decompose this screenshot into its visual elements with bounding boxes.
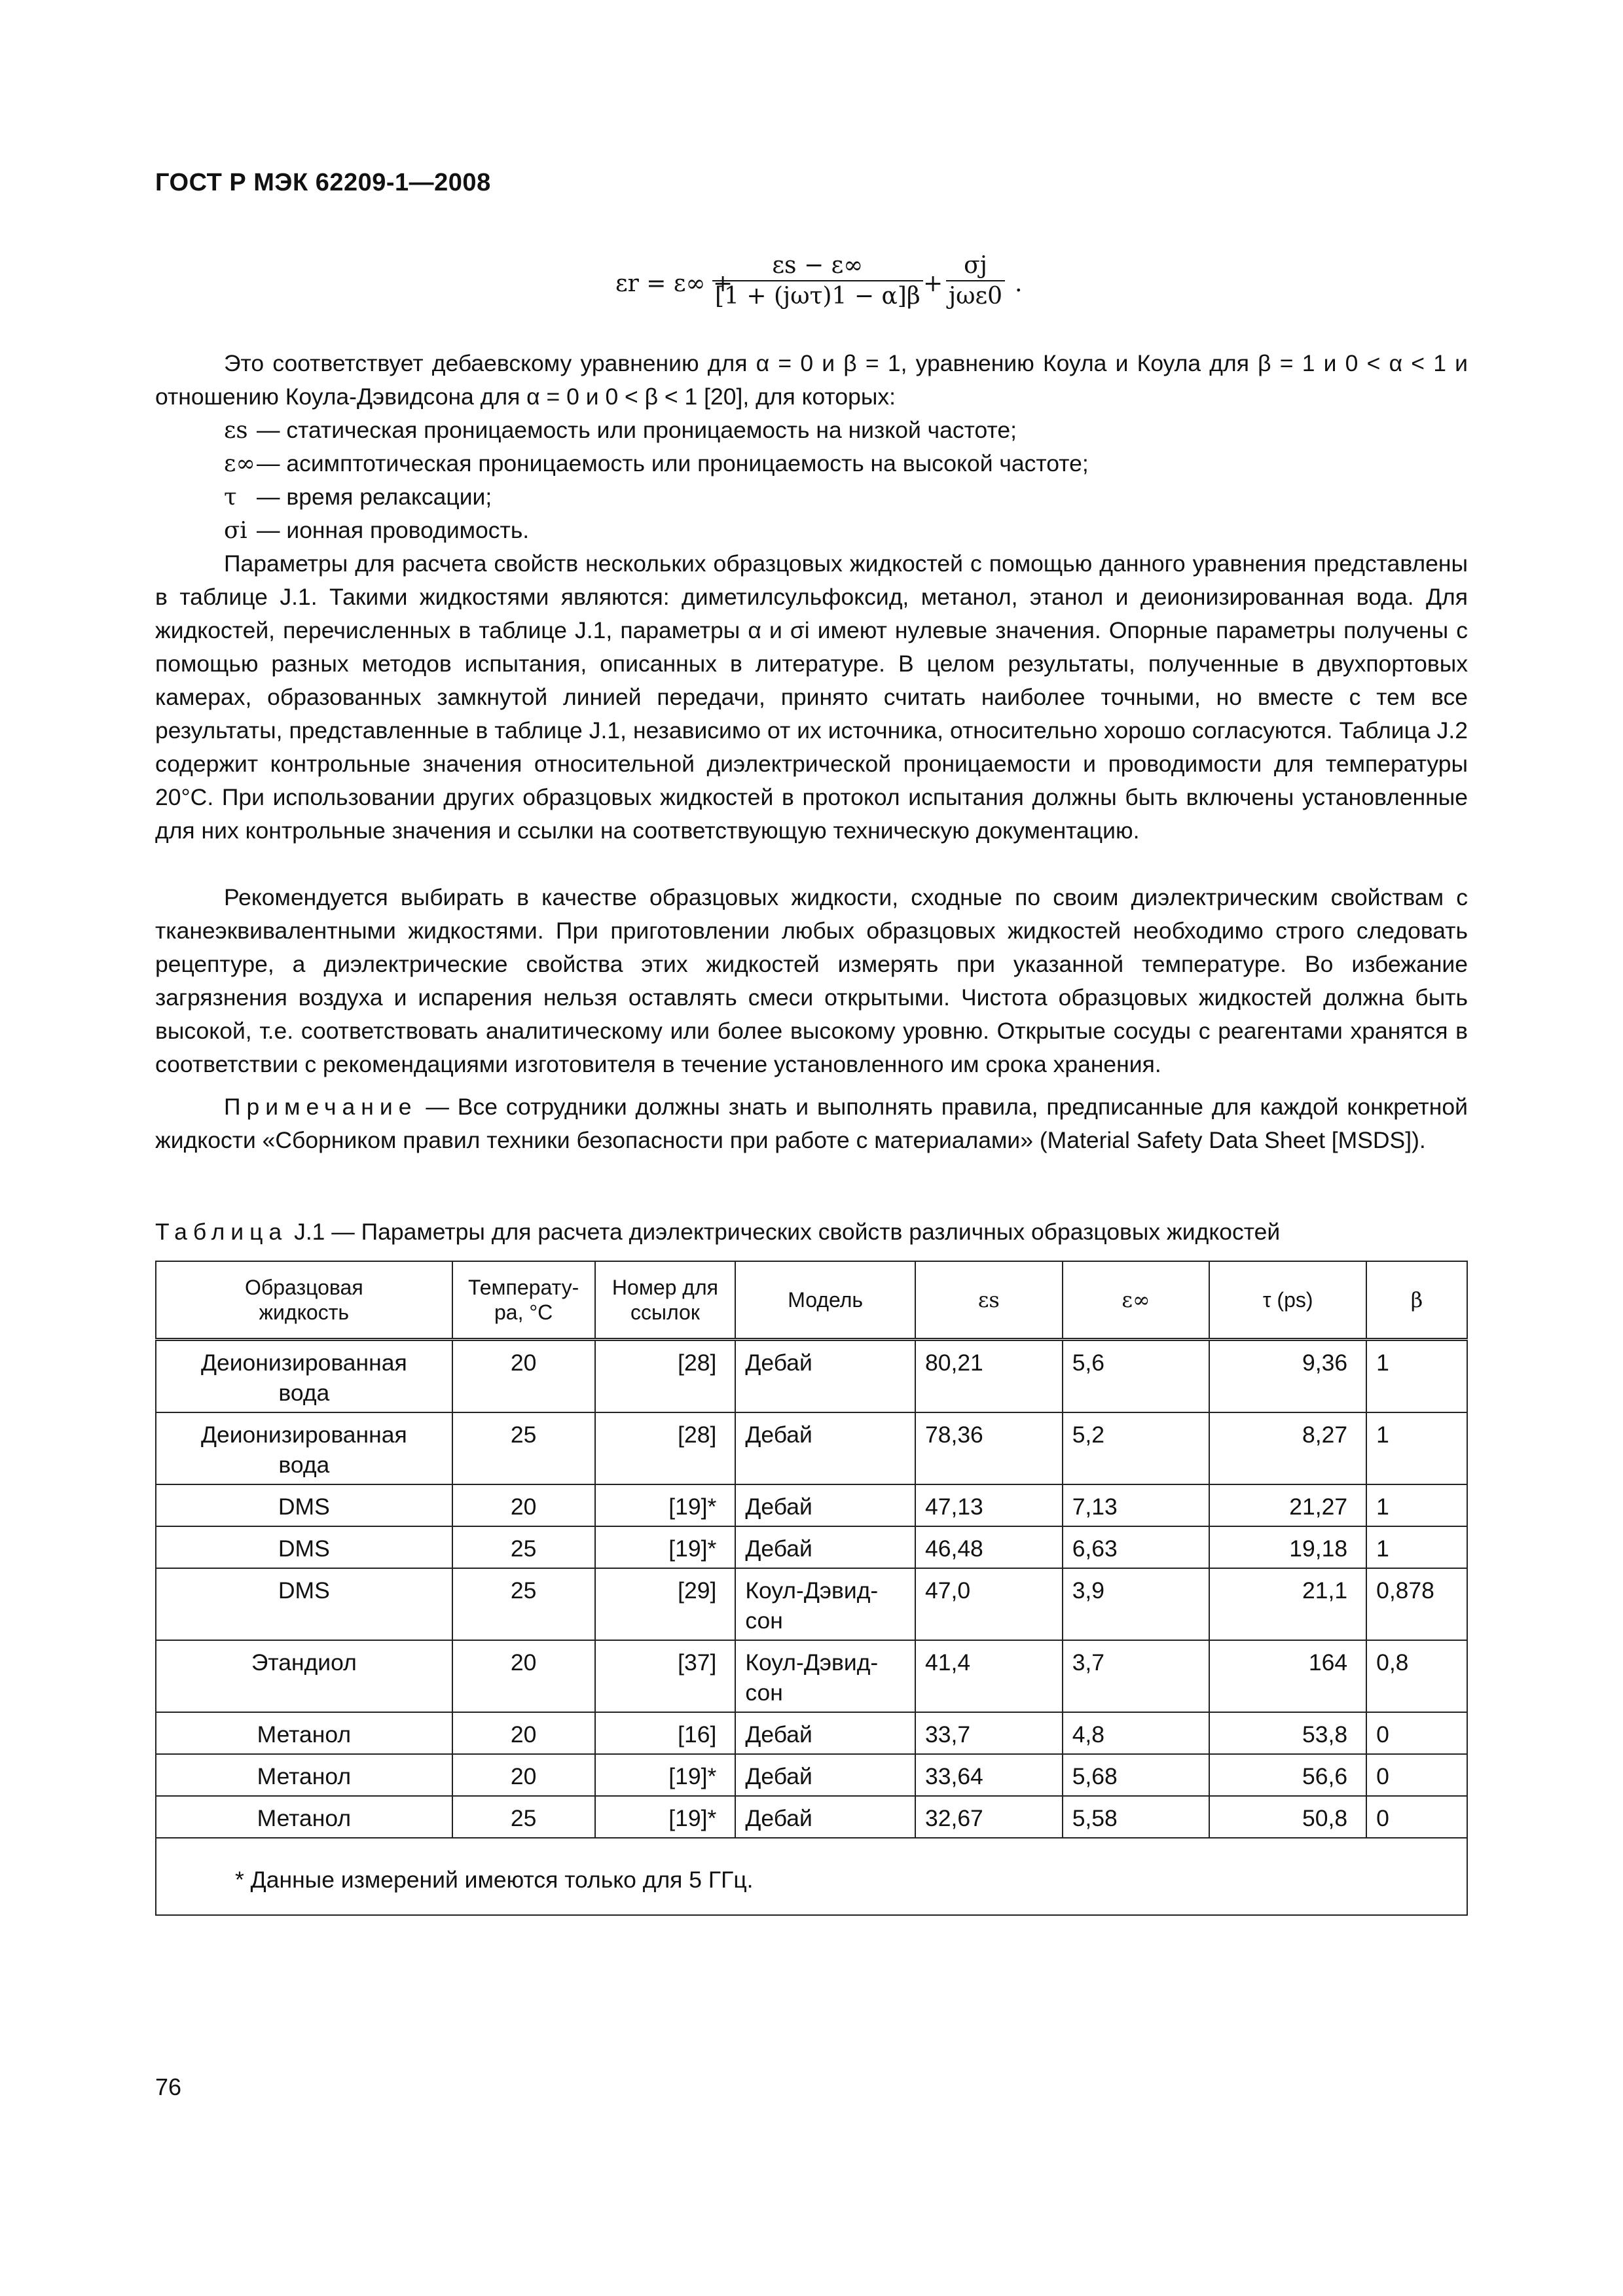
cell-model: Дебай	[735, 1484, 915, 1526]
table-row	[156, 1568, 1467, 1640]
table-row	[156, 1712, 1467, 1754]
col-header-tau: τ (ps)	[1209, 1261, 1366, 1340]
cell-beta: 0	[1366, 1712, 1467, 1754]
cell-beta: 0	[1366, 1796, 1467, 1838]
formula-fraction-2	[946, 252, 1005, 310]
cell-beta: 1	[1366, 1526, 1467, 1568]
formula-period: .	[1015, 270, 1023, 297]
cell-tau: 50,8	[1209, 1796, 1366, 1838]
cell-reference: [29]	[595, 1568, 736, 1640]
definitions-list	[224, 414, 1089, 547]
cell-temperature: 25	[452, 1412, 595, 1484]
cell-beta: 0,878	[1366, 1568, 1467, 1640]
cell-eps-inf: 5,6	[1063, 1340, 1210, 1413]
cell-reference: [19]*	[595, 1526, 736, 1568]
cell-liquid: Метанол	[156, 1754, 452, 1796]
definition-item: ε∞— асимптотическая проницаемость или проницаемость на высокой частоте;	[224, 450, 1089, 477]
cell-temperature: 20	[452, 1340, 595, 1413]
cell-beta: 0,8	[1366, 1640, 1467, 1712]
table-caption: Таблица J.1 — Параметры для расчета диэлектрических свойств различных образцовых жидкостей	[155, 1219, 1281, 1245]
cell-reference: [28]	[595, 1340, 736, 1413]
cell-model: Дебай	[735, 1712, 915, 1754]
cell-temperature: 20	[452, 1754, 595, 1796]
cell-tau: 19,18	[1209, 1526, 1366, 1568]
cell-eps-inf: 3,9	[1063, 1568, 1210, 1640]
cell-tau: 53,8	[1209, 1712, 1366, 1754]
cell-reference: [37]	[595, 1640, 736, 1712]
cell-beta: 1	[1366, 1484, 1467, 1526]
cell-eps-s: 47,13	[915, 1484, 1063, 1526]
cell-tau: 9,36	[1209, 1340, 1366, 1413]
formula-plus: +	[923, 270, 943, 297]
cell-tau: 21,1	[1209, 1568, 1366, 1640]
cell-eps-inf: 5,68	[1063, 1754, 1210, 1796]
cell-model: Дебай	[735, 1340, 915, 1413]
cell-model: Коул-Дэвид- сон	[735, 1640, 915, 1712]
cell-model: Дебай	[735, 1526, 915, 1568]
cell-eps-s: 78,36	[915, 1412, 1063, 1484]
table-row	[156, 1484, 1467, 1526]
cell-liquid: Деионизированная вода	[156, 1340, 452, 1413]
cell-temperature: 20	[452, 1712, 595, 1754]
cell-eps-inf: 5,2	[1063, 1412, 1210, 1484]
note	[155, 1090, 1468, 1157]
cell-eps-s: 41,4	[915, 1640, 1063, 1712]
paragraph-3: Рекомендуется выбирать в качестве образцовых жидкости, сходные по своим диэлектрическим свойствам с тканеэквивалентными жидкостями. При приготовлении любых образцовых жидкостей необходимо строго следовать рецептуре, а диэлектрические свойства этих жидкостей измерять при указанной температуре. Во избежание загрязнения воздуха и испарения нельзя оставлять смеси открытыми. Чистота образцовых жидкостей должна быть высокой, т.е. соответствовать аналитическому или более высокому уровню. Открытые сосуды с реагентами хранятся в соответствии с рекомендациями изготовителя в течение установленного им срока хранения.	[155, 884, 1468, 1077]
cell-reference: [19]*	[595, 1754, 736, 1796]
col-header-temperature: Температу- ра, °C	[452, 1261, 595, 1340]
page-number: 76	[155, 2073, 182, 2100]
cell-eps-inf: 4,8	[1063, 1712, 1210, 1754]
cell-eps-s: 32,67	[915, 1796, 1063, 1838]
cell-model: Дебай	[735, 1796, 915, 1838]
definition-item: εs — статическая проницаемость или проницаемость на низкой частоте;	[224, 417, 1017, 444]
table-footnote-row	[156, 1838, 1467, 1915]
paragraph-2: Параметры для расчета свойств нескольких образцовых жидкостей с помощью данного уравнения представлены в таблице J.1. Такими жидкостями являются: диметилсульфоксид, метанол, этанол и деионизированная вода. Для жидкостей, перечисленных в таблице J.1, параметры α и σi имеют нулевые значения. Опорные параметры получены с помощью разных методов испытания, описанных в литературе. В целом результаты, полученные в двухпортовых камерах, образованных замкнутой линией передачи, принято считать наиболее точными, но вместе с тем все результаты, представленные в таблице J.1, независимо от их источника, относительно хорошо согласуются. Таблица J.2 содержит контрольные значения относительной диэлектрической проницаемости и проводимости для температуры 20°C. При использовании других образцовых жидкостей в протокол испытания должны быть включены установленные для них контрольные значения и ссылки на соответствующую техническую документацию.	[155, 550, 1468, 844]
cell-temperature: 25	[452, 1568, 595, 1640]
formula-fraction-1	[712, 252, 923, 310]
cell-eps-s: 46,48	[915, 1526, 1063, 1568]
cell-tau: 164	[1209, 1640, 1366, 1712]
cell-model: Дебай	[735, 1754, 915, 1796]
cell-liquid: Этандиол	[156, 1640, 452, 1712]
cell-eps-s: 33,7	[915, 1712, 1063, 1754]
cell-tau: 56,6	[1209, 1754, 1366, 1796]
note-label: Примечание	[224, 1094, 418, 1120]
cell-model: Коул-Дэвид- сон	[735, 1568, 915, 1640]
table-header-row	[156, 1261, 1467, 1340]
cell-liquid: Метанол	[156, 1796, 452, 1838]
cell-reference: [19]*	[595, 1484, 736, 1526]
cell-eps-inf: 7,13	[1063, 1484, 1210, 1526]
cell-eps-inf: 5,58	[1063, 1796, 1210, 1838]
cell-reference: [19]*	[595, 1796, 736, 1838]
cell-eps-s: 80,21	[915, 1340, 1063, 1413]
table-row	[156, 1754, 1467, 1796]
cell-beta: 1	[1366, 1340, 1467, 1413]
cell-eps-s: 47,0	[915, 1568, 1063, 1640]
cell-beta: 0	[1366, 1754, 1467, 1796]
table-row	[156, 1526, 1467, 1568]
cole-cole-formula	[615, 252, 1034, 324]
col-header-beta: β	[1366, 1261, 1467, 1340]
parameters-table	[155, 1261, 1468, 1916]
formula-lhs: εr = ε∞ +	[615, 270, 733, 297]
cell-temperature: 25	[452, 1796, 595, 1838]
cell-eps-s: 33,64	[915, 1754, 1063, 1796]
definition-item: τ — время релаксации;	[224, 484, 492, 511]
cell-eps-inf: 3,7	[1063, 1640, 1210, 1712]
cell-reference: [16]	[595, 1712, 736, 1754]
cell-model: Дебай	[735, 1412, 915, 1484]
table-row	[156, 1796, 1467, 1838]
definition-item: σi — ионная проводимость.	[224, 517, 530, 544]
table-row	[156, 1640, 1467, 1712]
document-header: ГОСТ Р МЭК 62209-1—2008	[155, 169, 491, 196]
cell-temperature: 20	[452, 1640, 595, 1712]
table-footnote: * Данные измерений имеются только для 5 ГГц.	[156, 1838, 1467, 1915]
fraction-2-numerator: σj	[964, 252, 987, 279]
col-header-liquid: Образцовая жидкость	[156, 1261, 452, 1340]
fraction-2-denominator: jωε0	[949, 283, 1003, 310]
col-header-eps-s: εs	[915, 1261, 1063, 1340]
paragraph-1: Это соответствует дебаевскому уравнению для α = 0 и β = 1, уравнению Коула и Коула для β = 1 и 0 < α < 1 и отношению Коула-Дэвидсона для α = 0 и 0 < β < 1 [20], для которых:	[155, 350, 1468, 410]
fraction-1-denominator: [1 + (jωτ)1 − α]β	[715, 283, 921, 310]
col-header-eps-inf: ε∞	[1063, 1261, 1210, 1340]
cell-temperature: 25	[452, 1526, 595, 1568]
col-header-reference: Номер для ссылок	[595, 1261, 736, 1340]
cell-eps-inf: 6,63	[1063, 1526, 1210, 1568]
cell-tau: 21,27	[1209, 1484, 1366, 1526]
fraction-1-numerator: εs − ε∞	[772, 252, 864, 279]
cell-liquid: Деионизированная вода	[156, 1412, 452, 1484]
cell-liquid: Метанол	[156, 1712, 452, 1754]
cell-temperature: 20	[452, 1484, 595, 1526]
cell-reference: [28]	[595, 1412, 736, 1484]
cell-liquid: DMS	[156, 1568, 452, 1640]
col-header-model: Модель	[735, 1261, 915, 1340]
cell-beta: 1	[1366, 1412, 1467, 1484]
table-row	[156, 1412, 1467, 1484]
note-text: — Все сотрудники должны знать и выполнять правила, предписанные для каждой конкретной жидкости «Сборником правил техники безопасности при работе с материалами» (Material Safety Data Sheet [MSDS]).	[155, 1094, 1468, 1153]
cell-liquid: DMS	[156, 1484, 452, 1526]
cell-liquid: DMS	[156, 1526, 452, 1568]
table-row	[156, 1340, 1467, 1413]
cell-tau: 8,27	[1209, 1412, 1366, 1484]
